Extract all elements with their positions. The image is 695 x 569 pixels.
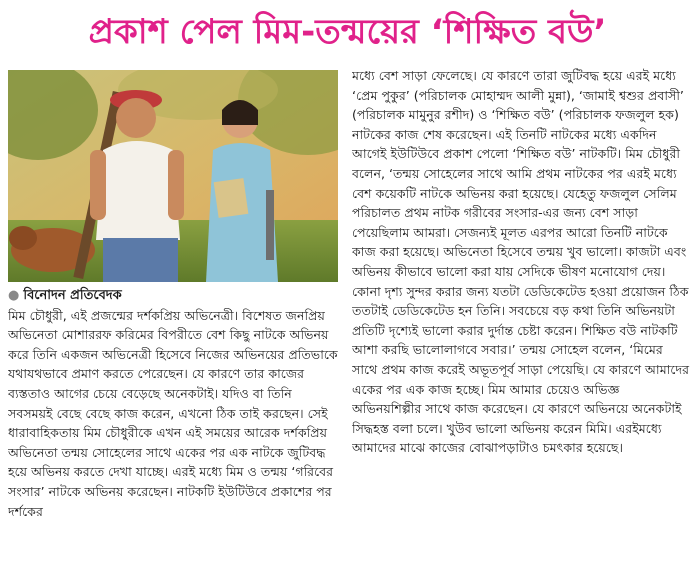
article-left-column (8, 286, 338, 566)
article-byline (8, 286, 338, 306)
byline-text: বিনোদন প্রতিবেদক (23, 288, 122, 303)
article-headline: প্রকাশ পেল মিম-তন্ময়ের ‘শিক্ষিত বউ’ (88, 12, 607, 52)
bullet-icon: ● (8, 288, 20, 303)
article-photo (8, 70, 338, 282)
article-right-column (352, 66, 690, 566)
article-body-part-2: মধ্যে বেশ সাড়া ফেলেছে। যে কারণে তারা জুটিবদ্ধ হয়ে এরই মধ্যে ‘প্রেম পুকুর’ (পরিচালক মোহাম্মদ আলী মুন্না), ‘জামাই শ্বশুর প্রবাসী’ (পরিচালক মামুনুর রশীদ) ও ‘শিক্ষিত বউ’ (পরিচালক ফজলুল হক) নাটকের কাজ শেষ করেছেন। এই তিনটি নাটকের মধ্যে একদিন আগেই ইউটিউবে প্রকাশ পেলো ‘শিক্ষিত বউ’ নাটকটি। মিম চৌধুরী বলেন, ‘তন্ময় সোহেলের সাথে আমি প্রথম নাটকের পর এরই মধ্যে বেশ কয়েকটি নাটকে অভিনয় করা হয়েছে। যেহেতু ফজলুল সেলিম পরিচালত প্রথম নাটক গরীবের সংসার-এর জন্য বেশ সাড়া পেয়েছিলাম আমরা। সেজন্যই মূলত এরপর আরো তিনটি নাটকে কাজ করা হয়েছে। অভিনেতা হিসেবে তন্ময় খুব ভালো। কাজটা এবং অভিনয় কীভাবে ভালো করা যায় সেদিকে ভীষণ মনোযোগ দেয়। কোনা দৃশ্য সুন্দর করার জন্য যতটা ডেডিকেটেড হওয়া প্রয়োজন ঠিক ততটাই ডেডিকেটেড হন তিনি। সবচেয়ে বড় কথা তিনি অভিনয়টা প্রতিটি দৃশ্যেই ভালো করার দুর্দান্ত চেষ্টা করেন। শিক্ষিত বউ নাটকটি আশা করছি ভালোলাগবে সবার।’ তন্ময় সোহেল বলেন, ‘মিমের সাথে প্রথম কাজ করেই অভূতপূর্ব সাড়া পেয়েছি। যে কারণে আমাদের একের পর এক কাজ হচ্ছে। মিম আমার চেয়েও অভিজ্ঞ অভিনয়শিল্পীর সাথে কাজ করেছেন। যে কারণে অভিনয়ে অনেকটাই সিদ্ধহস্ত বলা চলে। খুউব ভালো অভিনয় করেন মিমি। এরইমধ্যে আমাদের মাঝে কাজের বোঝাপড়াটাও চমৎকার হয়েছে। (352, 68, 690, 456)
article-body-part-1: মিম চৌধুরী, এই প্রজন্মের দর্শকপ্রিয় অভিনেত্রী। বিশেষত জনপ্রিয় অভিনেতা মোশাররফ করিমের বিপরীতে বেশ কিছু নাটকে অভিনয় করে তিনি একজন অভিনেত্রী হিসেবে নিজের অভিনয়ের প্রতিভাকে যথাযথভাবে প্রমাণ করতে পেরেছেন। যে কারণে তার কাজের ব্যস্ততাও আগের চেয়ে বেড়েছে অনেকটাই। যদিও বা তিনি সবসময়ই বেছে বেছে কাজ করেন, এখনো ঠিক তাই করছেন। সেই ধারাবাহিকতায় মিম চৌধুরীকে এখন এই সময়ের আরেক দর্শকপ্রিয় অভিনেতা তন্ময় সোহেলের সাথে একের পর এক নাটকে জুটিবদ্ধ হয়ে অভিনয় করতে দেখা যাচ্ছে। এরই মধ্যে মিম ও তন্ময় ‘গরিবের সংসার’ নাটকে অভিনয় করেছেন। নাটকটি ইউটিউবে প্রকাশের পর দর্শকের (8, 307, 338, 519)
